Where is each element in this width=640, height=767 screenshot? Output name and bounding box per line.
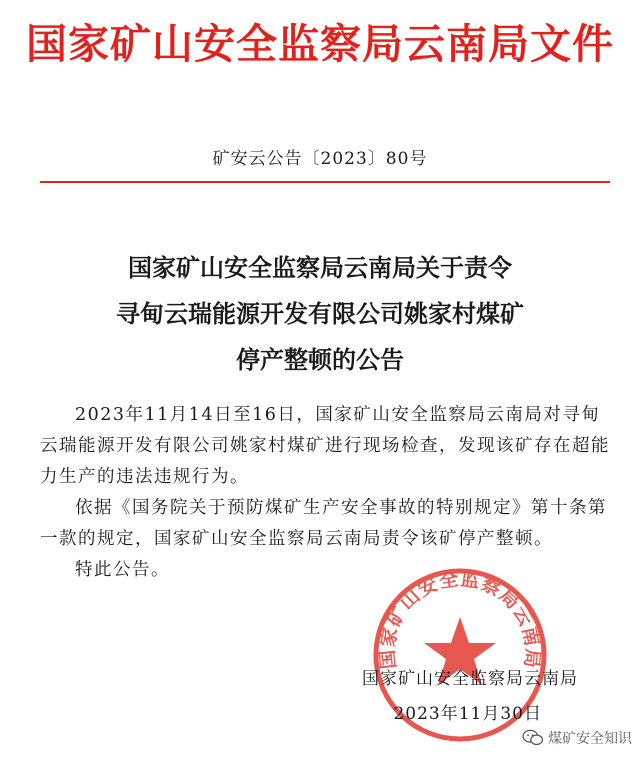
title-line: 寻甸云瑞能源开发有限公司姚家村煤矿	[116, 299, 524, 328]
title-line: 停产整顿的公告	[236, 345, 404, 374]
body-paragraph: 2023年11月14日至16日，国家矿山安全监察局云南局对寻甸云瑞能源开发有限公司姚家村煤矿进行现场检查，发现该矿存在超能力生产的违法违规行为。	[40, 405, 610, 487]
title-line: 国家矿山安全监察局云南局关于责令	[128, 253, 512, 282]
document-masthead: 国家矿山安全监察局云南局文件	[26, 20, 614, 68]
wechat-icon	[522, 729, 544, 747]
notice-title	[60, 245, 580, 383]
body-paragraph: 依据《国务院关于预防煤矿生产安全事故的特别规定》第十条第一款的规定，国家矿山安全监察局云南局责令该矿停产整顿。	[40, 498, 607, 549]
seal-text: 国家矿山安全监察局云南局	[376, 567, 544, 670]
notice-body	[40, 400, 615, 586]
account-watermark	[522, 728, 632, 748]
red-divider	[40, 181, 610, 183]
issue-date: 2023年11月30日	[393, 704, 542, 724]
document-number: 矿安云公告〔2023〕80号	[212, 149, 428, 169]
watermark-text: 煤矿安全知识	[548, 731, 632, 747]
body-paragraph: 特此公告。	[75, 560, 170, 580]
signature-authority: 国家矿山安全监察局云南局	[362, 669, 578, 689]
